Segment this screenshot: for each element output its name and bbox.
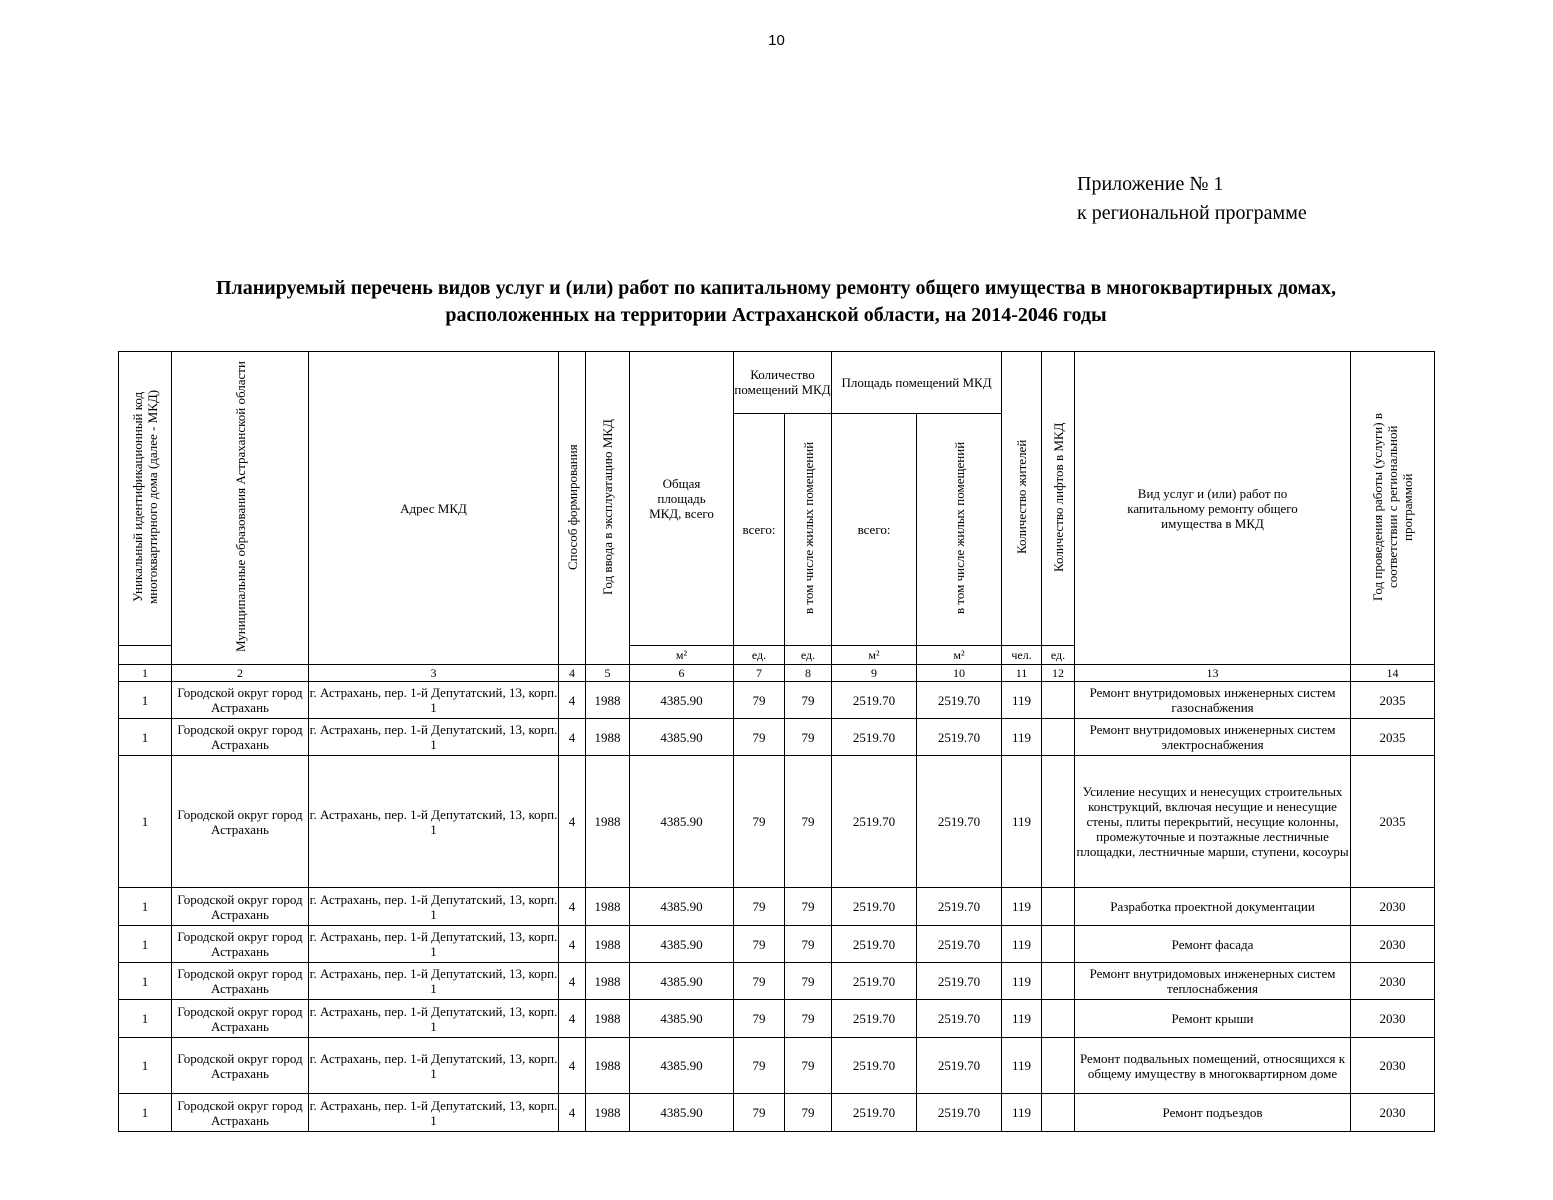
cell-method: 4 [559, 682, 586, 719]
cell-residents: 119 [1002, 963, 1042, 1000]
title-line-2: расположенных на территории Астраханской области, на 2014-2046 годы [445, 304, 1107, 326]
header-method: Способ формирования [559, 352, 586, 665]
cell-year-built: 1988 [586, 963, 630, 1000]
cell-code: 1 [119, 1000, 172, 1038]
cell-elevators [1042, 719, 1075, 756]
page-number: 10 [768, 32, 785, 49]
cell-service: Ремонт внутридомовых инженерных систем газоснабжения [1075, 682, 1351, 719]
cell-code: 1 [119, 888, 172, 926]
header-area-living: в том числе жилых помещений [917, 413, 1002, 645]
column-number: 2 [172, 665, 309, 682]
cell-residents: 119 [1002, 1094, 1042, 1132]
cell-address: г. Астрахань, пер. 1-й Депутатский, 13, корп. 1 [309, 888, 559, 926]
unit-area-living: м² [917, 646, 1002, 665]
document-title [118, 275, 1434, 329]
cell-municipality: Городской округ город Астрахань [172, 963, 309, 1000]
cell-method: 4 [559, 926, 586, 963]
cell-method: 4 [559, 1000, 586, 1038]
cell-year-built: 1988 [586, 1038, 630, 1094]
cell-code: 1 [119, 1094, 172, 1132]
cell-elevators [1042, 926, 1075, 963]
cell-address: г. Астрахань, пер. 1-й Депутатский, 13, корп. 1 [309, 719, 559, 756]
cell-rooms-total: 79 [734, 1038, 785, 1094]
cell-area-living: 2519.70 [917, 1038, 1002, 1094]
cell-area-living: 2519.70 [917, 926, 1002, 963]
cell-total-area: 4385.90 [630, 963, 734, 1000]
cell-elevators [1042, 1038, 1075, 1094]
cell-rooms-total: 79 [734, 756, 785, 888]
cell-rooms-living: 79 [785, 888, 832, 926]
cell-municipality: Городской округ город Астрахань [172, 756, 309, 888]
cell-rooms-living: 79 [785, 682, 832, 719]
cell-area-living: 2519.70 [917, 1000, 1002, 1038]
cell-service: Ремонт крыши [1075, 1000, 1351, 1038]
cell-address: г. Астрахань, пер. 1-й Депутатский, 13, корп. 1 [309, 682, 559, 719]
cell-rooms-living: 79 [785, 926, 832, 963]
unit-rooms-living: ед. [785, 646, 832, 665]
column-numbers-row [119, 665, 1435, 682]
cell-method: 4 [559, 888, 586, 926]
cell-area-living: 2519.70 [917, 719, 1002, 756]
appendix-note [1077, 170, 1307, 228]
cell-year-built: 1988 [586, 756, 630, 888]
cell-area-living: 2519.70 [917, 963, 1002, 1000]
cell-year-built: 1988 [586, 1094, 630, 1132]
cell-year-work: 2030 [1351, 1094, 1435, 1132]
cell-residents: 119 [1002, 1000, 1042, 1038]
cell-total-area: 4385.90 [630, 719, 734, 756]
cell-address: г. Астрахань, пер. 1-й Депутатский, 13, корп. 1 [309, 963, 559, 1000]
cell-service: Ремонт внутридомовых инженерных систем электроснабжения [1075, 719, 1351, 756]
header-address: Адрес МКД [309, 352, 559, 665]
cell-area-total: 2519.70 [832, 682, 917, 719]
cell-municipality: Городской округ город Астрахань [172, 682, 309, 719]
cell-municipality: Городской округ город Астрахань [172, 926, 309, 963]
title-line-1: Планируемый перечень видов услуг и (или) работ по капитальному ремонту общего имущества в многоквартирных домах, [215, 277, 1337, 299]
cell-code: 1 [119, 719, 172, 756]
cell-residents: 119 [1002, 888, 1042, 926]
header-rooms-group: Количество помещений МКД [734, 352, 832, 414]
cell-method: 4 [559, 963, 586, 1000]
cell-total-area: 4385.90 [630, 682, 734, 719]
cell-year-work: 2030 [1351, 1000, 1435, 1038]
cell-area-total: 2519.70 [832, 888, 917, 926]
column-number: 1 [119, 665, 172, 682]
cell-service: Ремонт подъездов [1075, 1094, 1351, 1132]
column-number: 8 [785, 665, 832, 682]
cell-rooms-total: 79 [734, 888, 785, 926]
header-area-group: Площадь помещений МКД [832, 352, 1002, 414]
cell-area-total: 2519.70 [832, 1000, 917, 1038]
header-rooms-living: в том числе жилых помещений [785, 413, 832, 645]
column-number: 6 [630, 665, 734, 682]
cell-area-living: 2519.70 [917, 888, 1002, 926]
cell-rooms-living: 79 [785, 756, 832, 888]
cell-code: 1 [119, 926, 172, 963]
cell-residents: 119 [1002, 682, 1042, 719]
table-row [119, 926, 1435, 963]
cell-area-total: 2519.70 [832, 1094, 917, 1132]
header-code: Уникальный идентификационный код многоквартирного дома (далее - МКД) [119, 352, 172, 646]
appendix-line-1: Приложение № 1 [1077, 173, 1224, 195]
cell-year-built: 1988 [586, 926, 630, 963]
cell-year-work: 2030 [1351, 926, 1435, 963]
cell-method: 4 [559, 719, 586, 756]
cell-method: 4 [559, 1094, 586, 1132]
unit-total-area: м² [630, 646, 734, 665]
table-row [119, 719, 1435, 756]
cell-total-area: 4385.90 [630, 888, 734, 926]
cell-area-living: 2519.70 [917, 682, 1002, 719]
cell-area-total: 2519.70 [832, 719, 917, 756]
header-elevators: Количество лифтов в МКД [1042, 352, 1075, 646]
table-row [119, 1038, 1435, 1094]
header-rooms-total: всего: [734, 413, 785, 645]
cell-service: Разработка проектной документации [1075, 888, 1351, 926]
column-number: 4 [559, 665, 586, 682]
cell-total-area: 4385.90 [630, 1094, 734, 1132]
column-number: 14 [1351, 665, 1435, 682]
header-service: Вид услуг и (или) работ по капитальному ремонту общего имущества в МКД [1075, 352, 1351, 665]
column-number: 5 [586, 665, 630, 682]
cell-area-living: 2519.70 [917, 756, 1002, 888]
header-year-built: Год ввода в эксплуатацию МКД [586, 352, 630, 665]
cell-elevators [1042, 1000, 1075, 1038]
cell-area-total: 2519.70 [832, 1038, 917, 1094]
cell-residents: 119 [1002, 719, 1042, 756]
cell-service: Ремонт внутридомовых инженерных систем теплоснабжения [1075, 963, 1351, 1000]
cell-rooms-living: 79 [785, 1038, 832, 1094]
cell-rooms-total: 79 [734, 682, 785, 719]
cell-year-work: 2030 [1351, 1038, 1435, 1094]
cell-residents: 119 [1002, 926, 1042, 963]
table-row [119, 888, 1435, 926]
cell-total-area: 4385.90 [630, 1000, 734, 1038]
unit-area-total: м² [832, 646, 917, 665]
cell-address: г. Астрахань, пер. 1-й Депутатский, 13, корп. 1 [309, 756, 559, 888]
header-municipality: Муниципальные образования Астраханской области [172, 352, 309, 665]
cell-year-built: 1988 [586, 682, 630, 719]
cell-rooms-total: 79 [734, 1094, 785, 1132]
cell-rooms-living: 79 [785, 1094, 832, 1132]
cell-service: Ремонт фасада [1075, 926, 1351, 963]
cell-total-area: 4385.90 [630, 756, 734, 888]
cell-total-area: 4385.90 [630, 1038, 734, 1094]
table-row [119, 963, 1435, 1000]
cell-address: г. Астрахань, пер. 1-й Депутатский, 13, корп. 1 [309, 1000, 559, 1038]
cell-year-built: 1988 [586, 888, 630, 926]
table-row [119, 682, 1435, 719]
header-year-work: Год проведения работы (услуги) в соответствии с региональной программой [1351, 352, 1435, 665]
cell-year-built: 1988 [586, 719, 630, 756]
cell-residents: 119 [1002, 756, 1042, 888]
cell-elevators [1042, 756, 1075, 888]
unit-code [119, 646, 172, 665]
cell-service: Ремонт подвальных помещений, относящихся к общему имуществу в многоквартирном доме [1075, 1038, 1351, 1094]
cell-total-area: 4385.90 [630, 926, 734, 963]
cell-area-total: 2519.70 [832, 963, 917, 1000]
cell-municipality: Городской округ город Астрахань [172, 719, 309, 756]
cell-elevators [1042, 1094, 1075, 1132]
cell-year-work: 2030 [1351, 888, 1435, 926]
cell-area-living: 2519.70 [917, 1094, 1002, 1132]
table-row [119, 1094, 1435, 1132]
cell-year-built: 1988 [586, 1000, 630, 1038]
column-number: 12 [1042, 665, 1075, 682]
cell-address: г. Астрахань, пер. 1-й Депутатский, 13, корп. 1 [309, 926, 559, 963]
cell-rooms-total: 79 [734, 1000, 785, 1038]
cell-municipality: Городской округ город Астрахань [172, 1000, 309, 1038]
table-header [119, 352, 1435, 682]
column-number: 11 [1002, 665, 1042, 682]
cell-residents: 119 [1002, 1038, 1042, 1094]
cell-service: Усиление несущих и ненесущих строительных конструкций, включая несущие и ненесущие стены, плиты перекрытий, несущие колонны, промежуточные и поэтажные лестничные площадки, лестничные марши, ступени, косоуры [1075, 756, 1351, 888]
cell-elevators [1042, 963, 1075, 1000]
cell-code: 1 [119, 963, 172, 1000]
cell-year-work: 2035 [1351, 756, 1435, 888]
cell-elevators [1042, 888, 1075, 926]
table-body [119, 682, 1435, 1132]
header-total-area: Общая площадь МКД, всего [630, 352, 734, 646]
column-number: 10 [917, 665, 1002, 682]
repair-works-table [118, 351, 1435, 1132]
cell-rooms-total: 79 [734, 963, 785, 1000]
unit-rooms-total: ед. [734, 646, 785, 665]
cell-year-work: 2030 [1351, 963, 1435, 1000]
cell-year-work: 2035 [1351, 682, 1435, 719]
header-area-total: всего: [832, 413, 917, 645]
cell-year-work: 2035 [1351, 719, 1435, 756]
cell-address: г. Астрахань, пер. 1-й Депутатский, 13, корп. 1 [309, 1094, 559, 1132]
cell-elevators [1042, 682, 1075, 719]
header-residents: Количество жителей [1002, 352, 1042, 646]
table-row [119, 1000, 1435, 1038]
column-number: 7 [734, 665, 785, 682]
cell-municipality: Городской округ город Астрахань [172, 1038, 309, 1094]
column-number: 13 [1075, 665, 1351, 682]
unit-elevators: ед. [1042, 646, 1075, 665]
cell-rooms-living: 79 [785, 719, 832, 756]
unit-residents: чел. [1002, 646, 1042, 665]
column-number: 9 [832, 665, 917, 682]
cell-municipality: Городской округ город Астрахань [172, 888, 309, 926]
column-number: 3 [309, 665, 559, 682]
cell-rooms-total: 79 [734, 926, 785, 963]
cell-code: 1 [119, 1038, 172, 1094]
cell-area-total: 2519.70 [832, 926, 917, 963]
appendix-line-2: к региональной программе [1077, 202, 1307, 224]
cell-area-total: 2519.70 [832, 756, 917, 888]
cell-address: г. Астрахань, пер. 1-й Депутатский, 13, корп. 1 [309, 1038, 559, 1094]
cell-rooms-living: 79 [785, 1000, 832, 1038]
cell-code: 1 [119, 756, 172, 888]
cell-rooms-living: 79 [785, 963, 832, 1000]
table-row [119, 756, 1435, 888]
cell-rooms-total: 79 [734, 719, 785, 756]
cell-method: 4 [559, 756, 586, 888]
cell-method: 4 [559, 1038, 586, 1094]
cell-code: 1 [119, 682, 172, 719]
cell-municipality: Городской округ город Астрахань [172, 1094, 309, 1132]
